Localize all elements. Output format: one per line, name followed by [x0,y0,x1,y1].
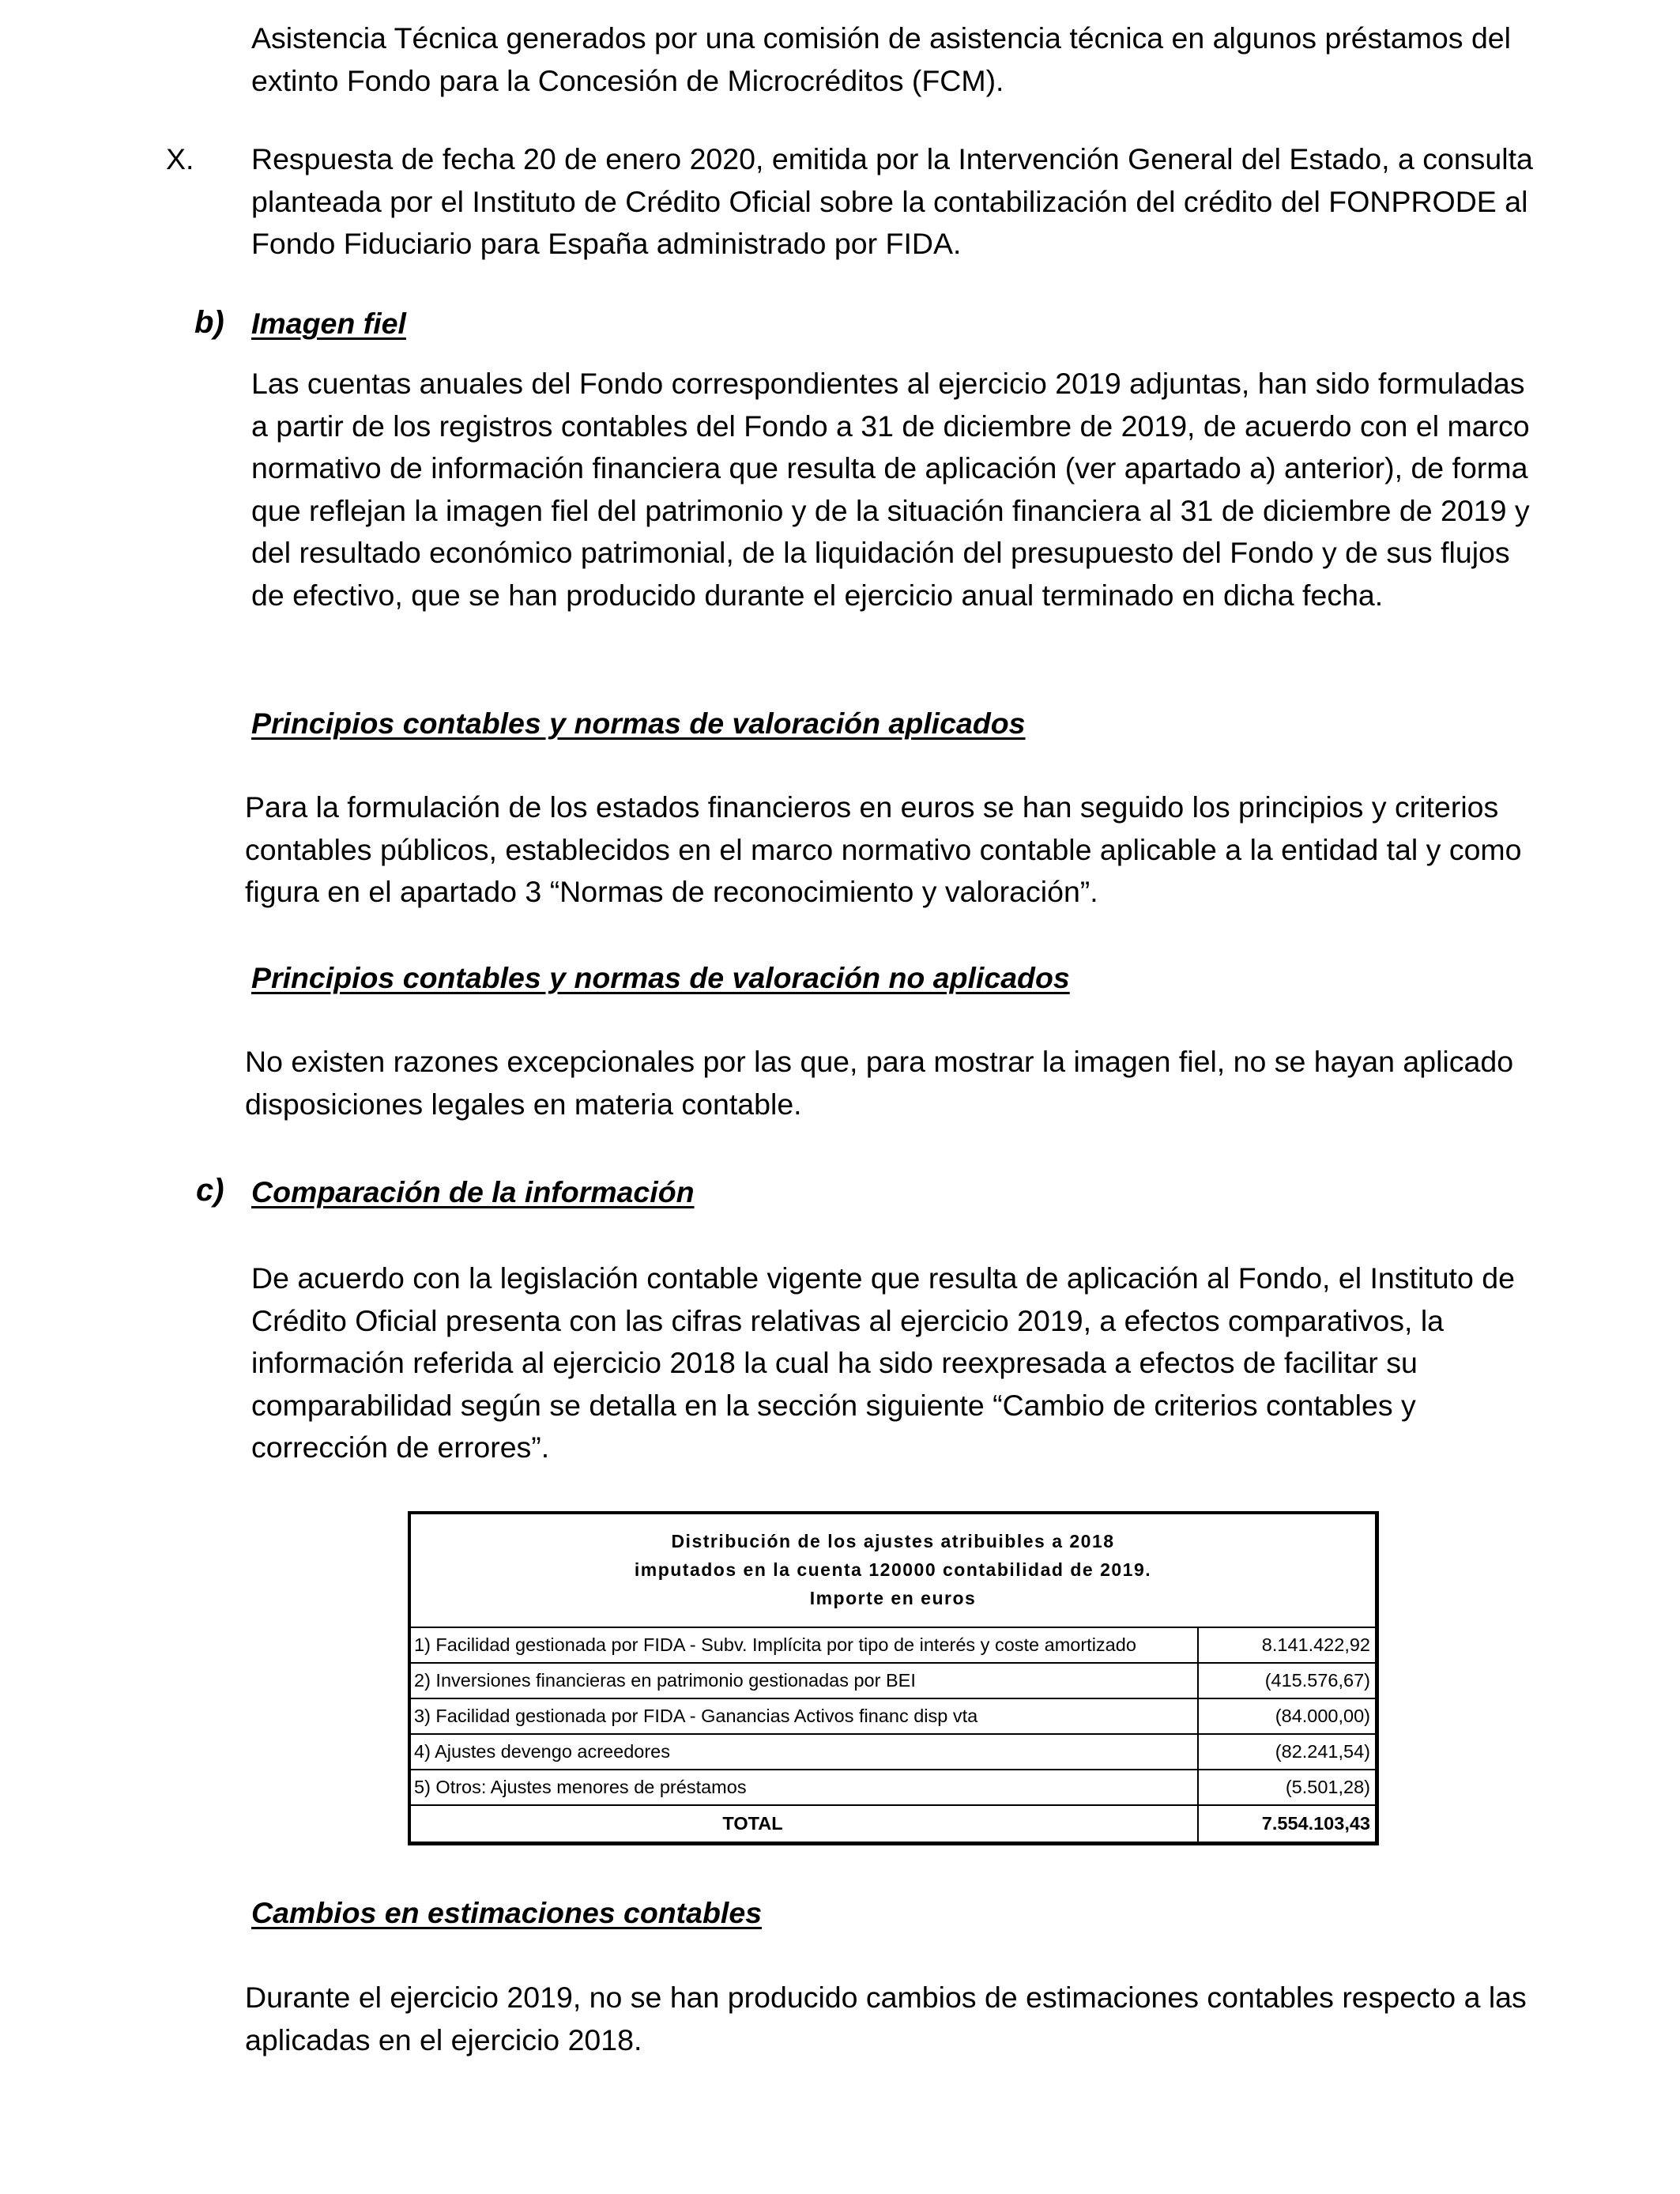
table-row [411,1770,1375,1806]
list-item-x-text: Respuesta de fecha 20 de enero 2020, emitida por la Intervención General del Estado, a consulta planteada por el Instituto de Crédito Oficial sobre la contabilización del crédito del FONPRODE al Fondo Fiduciario para España administrado por FIDA. [251,142,1533,260]
paragraph-intro: Asistencia Técnica generados por una comisión de asistencia técnica en algunos préstamos del extinto Fondo para la Concesión de Microcréditos (FCM). [251,21,1511,97]
section-c-letter: c) [196,1173,224,1208]
section-c-heading: Comparación de la información [251,1175,695,1208]
table-row [411,1628,1375,1664]
table-row [411,1735,1375,1770]
table-row [411,1699,1375,1735]
paragraph-cambios-estimaciones: Durante el ejercicio 2019, no se han producido cambios de estimaciones contables respecto a las aplicadas en el ejercicio 2018. [245,1981,1527,2056]
row-label: 3) Facilidad gestionada por FIDA - Ganancias Activos financ disp vta [411,1699,1199,1733]
row-label: 5) Otros: Ajustes menores de préstamos [411,1770,1199,1804]
adjustments-table [408,1511,1379,1845]
table-header [411,1514,1375,1628]
row-value: (84.000,00) [1275,1706,1370,1726]
row-value: (415.576,67) [1264,1670,1370,1691]
row-value: (82.241,54) [1275,1741,1370,1762]
row-value: (5.501,28) [1285,1777,1370,1797]
table-title-line2: imputados en la cuenta 120000 contabilidad de 2019. [634,1559,1152,1580]
table-total-row [411,1806,1375,1842]
table-title-line1: Distribución de los ajustes atribuibles a 2018 [671,1531,1115,1551]
table-row [411,1664,1375,1699]
row-label: 4) Ajustes devengo acreedores [411,1735,1199,1769]
heading-cambios-estimaciones: Cambios en estimaciones contables [251,1896,763,1929]
row-label: 1) Facilidad gestionada por FIDA - Subv. Implícita por tipo de interés y coste amortizado [411,1628,1199,1662]
heading-principios-aplicados: Principios contables y normas de valoración aplicados [251,707,1026,740]
paragraph-principios-aplicados: Para la formulación de los estados financieros en euros se han seguido los principios y criterios contables públicos, establecidos en el marco normativo contable aplicable a la entidad tal y como figura en el apartado 3 “Normas de reconocimiento y valoración”. [245,790,1522,908]
heading-principios-no-aplicados: Principios contables y normas de valoración no aplicados [251,961,1070,994]
total-label: TOTAL [411,1806,1199,1842]
paragraph-principios-no-aplicados: No existen razones excepcionales por las que, para mostrar la imagen fiel, no se hayan aplicado disposiciones legales en materia contable. [245,1045,1514,1121]
row-label: 2) Inversiones financieras en patrimonio gestionadas por BEI [411,1664,1199,1698]
row-value: 8.141.422,92 [1261,1634,1370,1655]
section-b-heading: Imagen fiel [251,307,406,340]
total-value: 7.554.103,43 [1261,1813,1370,1834]
list-marker-x: X. [166,142,194,175]
paragraph-comparacion: De acuerdo con la legislación contable vigente que resulta de aplicación al Fondo, el Instituto de Crédito Oficial presenta con las cifras relativas al ejercicio 2019, a efectos comparativos, la información referida al ejercicio 2018 la cual ha sido reexpresada a efectos de facilitar su comparabilidad según se detalla en la sección siguiente “Cambio de criterios contables y corrección de errores”. [251,1261,1515,1464]
table-title-line3: Importe en euros [809,1588,977,1608]
section-b-letter: b) [194,305,224,340]
paragraph-imagen-fiel: Las cuentas anuales del Fondo correspondientes al ejercicio 2019 adjuntas, han sido formuladas a partir de los registros contables del Fondo a 31 de diciembre de 2019, de acuerdo con el marco normativo de información financiera que resulta de aplicación (ver apartado a) anterior), de forma que reflejan la imagen fiel del patrimonio y de la situación financiera al 31 de diciembre de 2019 y del resultado económico patrimonial, de la liquidación del presupuesto del Fondo y de sus flujos de efectivo, que se han producido durante el ejercicio anual terminado en dicha fecha. [251,367,1530,612]
